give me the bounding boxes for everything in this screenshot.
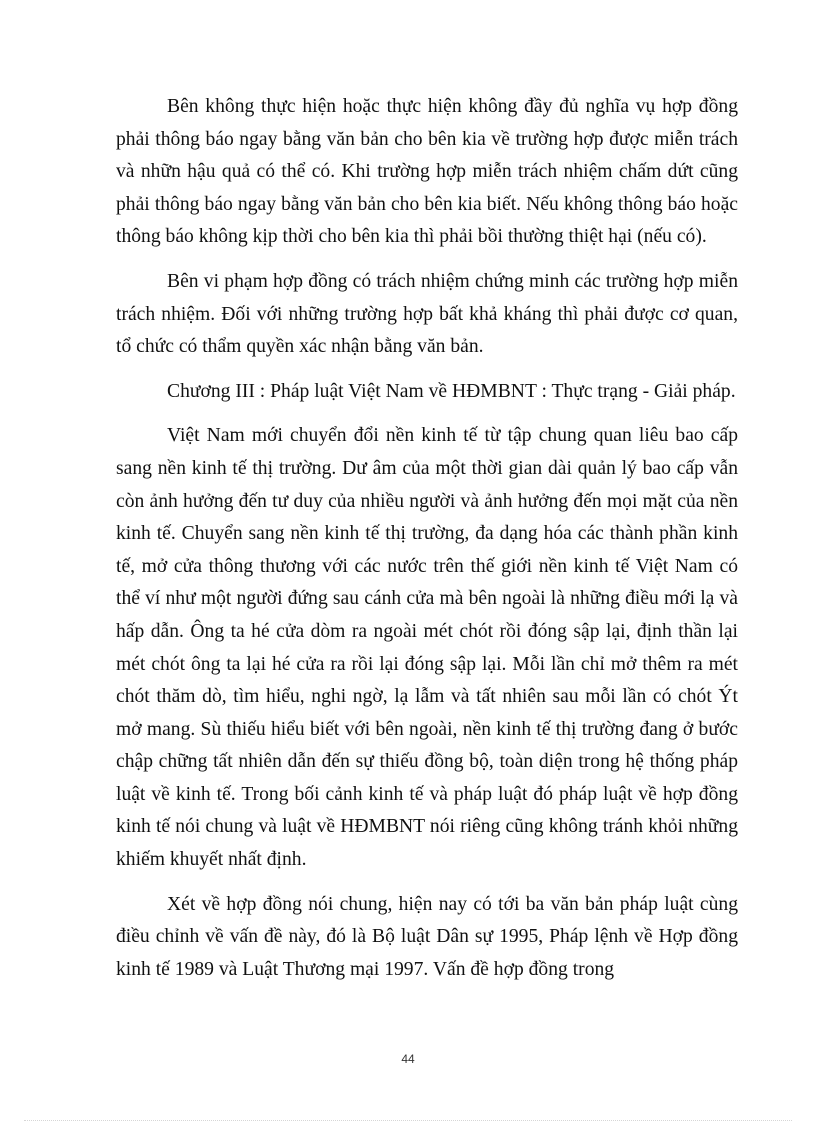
page-body [116, 91, 738, 998]
paragraph-force-majeure-notice: Bên không thực hiện hoặc thực hiện không đầy đủ nghĩa vụ hợp đồng phải thông báo ngay bằng văn bản cho bên kia về trường hợp được miễn trách và nhữn hậu quả có thể có. Khi trường hợp miễn trách nhiệm chấm dứt cũng phải thông báo ngay bằng văn bản cho bên kia biết. Nếu không thông báo hoặc thông báo không kịp thời cho bên kia thì phải bồi thường thiệt hại (nếu có). [116, 96, 738, 248]
chapter-heading: Chương III : Pháp luật Việt Nam về HĐMBNT : Thực trạng - Giải pháp. [167, 380, 736, 402]
paragraph-burden-of-proof: Bên vi phạm hợp đồng có trách nhiệm chứng minh các trường hợp miễn trách nhiệm. Đối với những trường hợp bất khả kháng thì phải được cơ quan, tổ chức có thẩm quyền xác nhận bằng văn bản. [116, 270, 738, 358]
paragraph-economic-transition: Việt Nam mới chuyển đổi nền kinh tế từ tập chung quan liêu bao cấp sang nền kinh tế thị trường. Dư âm của một thời gian dài quản lý bao cấp vẫn còn ảnh hưởng đến tư duy của nhiều người và ảnh hưởng đến mọi mặt của nền kinh tế. Chuyển sang nền kinh tế thị trường, đa dạng hóa các thành phần kinh tế, mở cửa thông thương với các nước trên thế giới nền kinh tế Việt Nam có thể ví như một người đứng sau cánh cửa mà bên ngoài là những điều mới lạ và hấp dẫn. Ông ta hé cửa dòm ra ngoài mét chót rồi đóng sập lại, định thần lại mét chót ông ta lại hé cửa ra rồi lại đóng sập lại. Mỗi lần chỉ mở thêm ra mét chót thăm dò, tìm hiểu, nghi ngờ, lạ lẫm và tất nhiên sau mỗi lần có chót Ýt mở mang. Sù thiếu hiểu biết với bên ngoài, nền kinh tế thị trường đang ở bước chập chững tất nhiên dẫn đến sự thiếu đồng bộ, toàn diện trong hệ thống pháp luật về kinh tế. Trong bối cảnh kinh tế và pháp luật đó pháp luật về hợp đồng kinh tế nói chung và luật về HĐMBNT nói riêng cũng không tránh khỏi những khiếm khuyết nhất định. [116, 425, 738, 871]
page-bottom-border [24, 1120, 792, 1121]
paragraph-legal-documents: Xét về hợp đồng nói chung, hiện nay có tới ba văn bản pháp luật cùng điều chỉnh về vấn đề này, đó là Bộ luật Dân sự 1995, Pháp lệnh về Hợp đồng kinh tế 1989 và Luật Thương mại 1997. Vấn đề hợp đồng trong [116, 893, 738, 980]
page-number: 44 [401, 1052, 415, 1066]
